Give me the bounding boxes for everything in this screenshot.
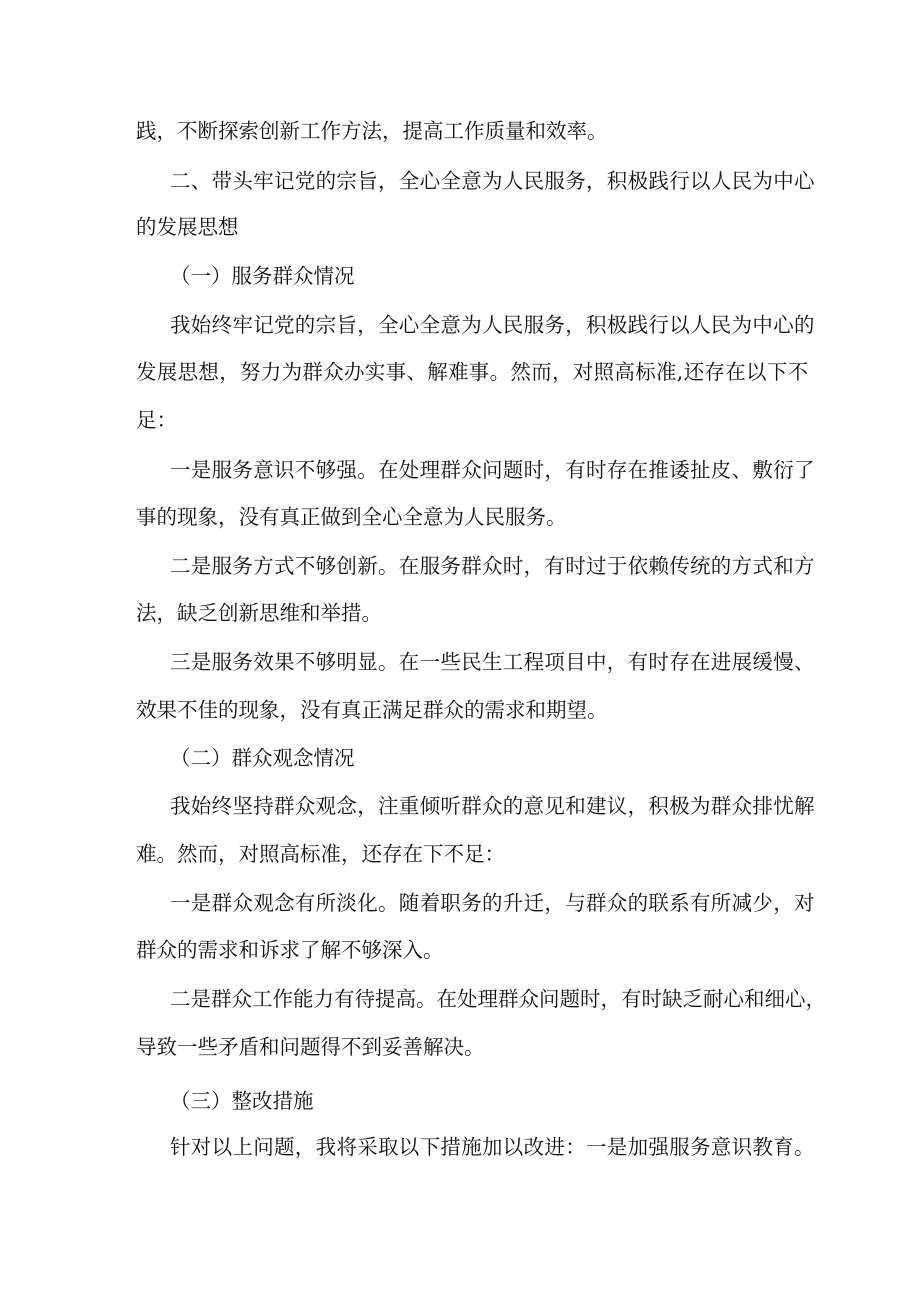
paragraph-line: 事的现象，没有真正做到全心全意为人民服务。 (136, 505, 567, 529)
section-heading-continued: 的发展思想 (136, 215, 239, 239)
paragraph-line: 二是服务方式不够创新。在服务群众时，有时过于依赖传统的方式和方 (170, 554, 815, 578)
subsection-heading: （三）整改措施 (170, 1089, 314, 1113)
paragraph-line: 导致一些矛盾和问题得不到妥善解决。 (136, 1035, 485, 1059)
paragraph-line: 一是群众观念有所淡化。随着职务的升迁，与群众的联系有所减少，对 (170, 891, 815, 915)
subsection-heading: （二）群众观念情况 (170, 746, 355, 770)
text-line: 践，不断探索创新工作方法，提高工作质量和效率。 (136, 119, 608, 143)
paragraph-line: 效果不佳的现象，没有真正满足群众的需求和期望。 (136, 698, 608, 722)
subsection-heading: （一）服务群众情况 (170, 264, 355, 288)
paragraph-line: 二是群众工作能力有待提高。在处理群众问题时，有时缺乏耐心和细心， (170, 987, 826, 1011)
section-heading: 二、带头牢记党的宗旨，全心全意为人民服务，积极践行以人民为中心 (170, 169, 815, 193)
paragraph-line: 我始终坚持群众观念，注重倾听群众的意见和建议，积极为群众排忧解 (170, 794, 815, 818)
paragraph-line: 难。然而，对照高标准，还存在下不足： (136, 842, 505, 866)
paragraph-line: 法，缺乏创新思维和举措。 (136, 601, 382, 625)
paragraph-line: 发展思想，努力为群众办实事、解难事。然而，对照高标准,还存在以下不 (136, 360, 809, 384)
paragraph-line: 针对以上问题，我将采取以下措施加以改进：一是加强服务意识教育。 (170, 1135, 815, 1159)
paragraph-line: 一是服务意识不够强。在处理群众问题时，有时存在推诿扯皮、敷衍了 (170, 458, 815, 482)
paragraph-line: 我始终牢记党的宗旨，全心全意为人民服务，积极践行以人民为中心的 (170, 313, 815, 337)
paragraph-line: 群众的需求和诉求了解不够深入。 (136, 938, 444, 962)
paragraph-line: 足： (136, 408, 177, 432)
paragraph-line: 三是服务效果不够明显。在一些民生工程项目中，有时存在进展缓慢、 (170, 650, 815, 674)
